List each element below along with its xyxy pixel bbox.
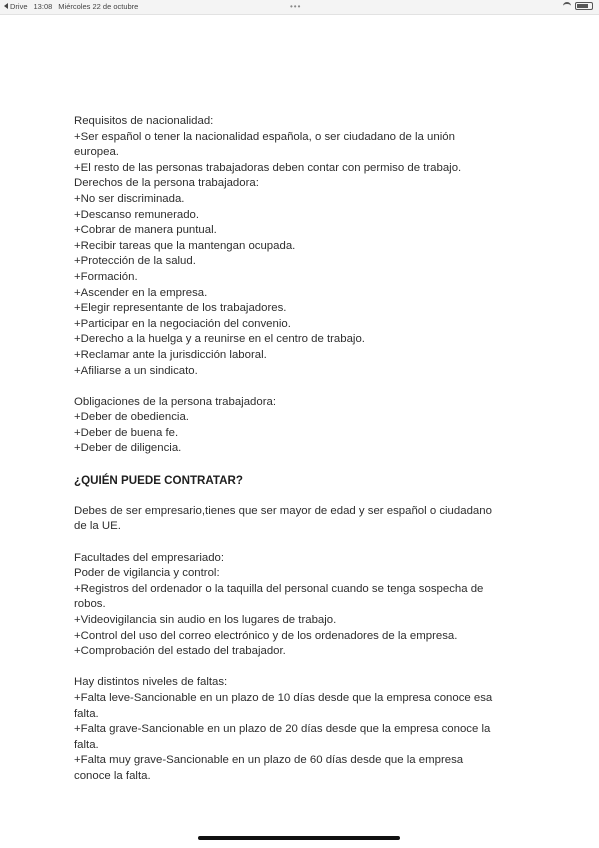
document-line: Facultades del empresariado:: [74, 551, 225, 564]
document-line: +Afiliarse a un sindicato.: [74, 364, 198, 377]
document-line: Derechos de la persona trabajadora:: [74, 177, 259, 190]
document-line: +Falta leve-Sancionable en un plazo de 10 días desde que la empresa conoce esa: [74, 691, 493, 704]
wifi-icon: [563, 2, 571, 10]
document-line: +Deber de obediencia.: [74, 411, 189, 424]
document-line: falta.: [74, 738, 99, 751]
status-right: [563, 2, 593, 10]
document-line: Obligaciones de la persona trabajadora:: [74, 395, 277, 408]
document-line: +Falta muy grave-Sancionable en un plazo de 60 días desde que la empresa: [74, 754, 464, 767]
document-line: de la UE.: [74, 520, 121, 533]
document-line: europea.: [74, 146, 119, 159]
document-line: conoce la falta.: [74, 769, 151, 782]
document-line: +Cobrar de manera puntual.: [74, 224, 217, 237]
document-line: +Reclamar ante la jurisdicción laboral.: [74, 348, 267, 361]
document-line: +Deber de diligencia.: [74, 442, 182, 455]
document-line: +Deber de buena fe.: [74, 426, 179, 439]
status-date: Miércoles 22 de octubre: [58, 2, 139, 11]
document-line: Hay distintos niveles de faltas:: [74, 676, 228, 689]
document-body: [74, 114, 534, 785]
back-arrow-icon[interactable]: [4, 3, 8, 9]
document-line: +Registros del ordenador o la taquilla del personal cuando se tenga sospecha de: [74, 582, 484, 595]
document-line: +Descanso remunerado.: [74, 208, 200, 221]
document-line: +Participar en la negociación del convenio.: [74, 317, 291, 330]
document-line: +Control del uso del correo electrónico y de los ordenadores de la empresa.: [74, 629, 458, 642]
blank-line: [74, 535, 534, 551]
blank-line: [74, 660, 534, 676]
battery-icon: [575, 2, 593, 10]
document-line: Requisitos de nacionalidad:: [74, 115, 214, 127]
document-line: +Ser español o tener la nacionalidad española, o ser ciudadano de la unión: [74, 130, 455, 143]
document-line: +El resto de las personas trabajadoras deben contar con permiso de trabajo.: [74, 161, 462, 174]
section-heading: ¿QUIÉN PUEDE CONTRATAR?: [74, 473, 243, 487]
status-time: 13:08: [33, 2, 53, 11]
multitasking-dots-icon[interactable]: •••: [290, 2, 302, 11]
back-app-link[interactable]: Drive: [10, 2, 28, 11]
document-line: +Falta grave-Sancionable en un plazo de 20 días desde que la empresa conoce la: [74, 723, 491, 736]
document-line: +Elegir representante de los trabajadores.: [74, 302, 287, 315]
document-line: +Formación.: [74, 270, 138, 283]
document-line: +Protección de la salud.: [74, 255, 196, 268]
document-line: falta.: [74, 707, 99, 720]
blank-line: [74, 488, 534, 504]
document-line: +Videovigilancia sin audio en los lugares de trabajo.: [74, 614, 337, 626]
status-left: [4, 2, 144, 11]
document-line: +Recibir tareas que la mantengan ocupada.: [74, 239, 296, 252]
document-line: Debes de ser empresario,tienes que ser mayor de edad y ser español o ciudadano: [74, 504, 492, 517]
document-line: robos.: [74, 598, 106, 611]
document-line: +Comprobación del estado del trabajador.: [74, 645, 286, 658]
status-bar: [0, 0, 599, 15]
document-page[interactable]: [0, 15, 599, 835]
home-indicator[interactable]: [198, 836, 400, 840]
blank-line: [74, 379, 534, 395]
document-line: Poder de vigilancia y control:: [74, 567, 220, 580]
document-line: +Derecho a la huelga y a reunirse en el centro de trabajo.: [74, 333, 365, 346]
document-line: +Ascender en la empresa.: [74, 286, 208, 299]
blank-line: [74, 457, 534, 473]
document-line: +No ser discriminada.: [74, 192, 185, 205]
